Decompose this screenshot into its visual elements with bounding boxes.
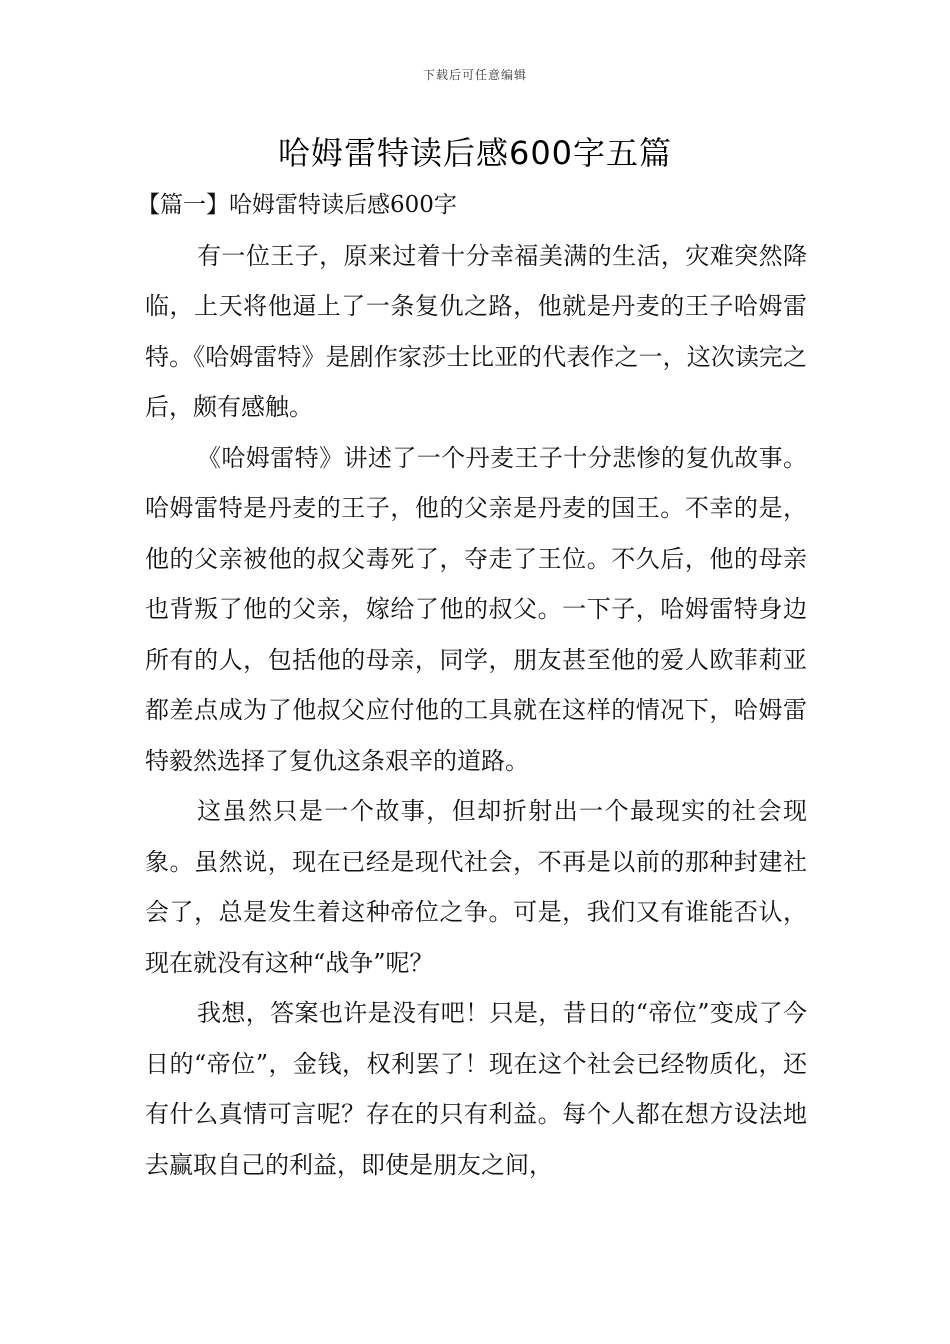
section-heading: 【篇一】哈姆雷特读后感600字 bbox=[137, 192, 457, 218]
paragraph: 有一位王子，原来过着十分幸福美满的生活，灾难突然降临，上天将他逼上了一条复仇之路，他就是丹麦的王子哈姆雷特。《哈姆雷特》是剧作家莎士比亚的代表作之一，这次读完之后，颇有感触。 bbox=[145, 241, 807, 421]
document-title: 哈姆雷特读后感600字五篇 bbox=[277, 134, 673, 172]
header-note: 下载后可任意编辑 bbox=[422, 68, 527, 82]
paragraph: 我想，答案也许是没有吧！只是，昔日的“帝位”变成了今日的“帝位”，金钱，权利罢了！现在这个社会已经物质化，还有什么真情可言呢？存在的只有利益。每个人都在想方设法地去赢取自己的利益，即使是朋友之间， bbox=[145, 999, 807, 1179]
paragraph: 《哈姆雷特》讲述了一个丹麦王子十分悲惨的复仇故事。哈姆雷特是丹麦的王子，他的父亲是丹麦的国王。不幸的是，他的父亲被他的叔父毒死了，夺走了王位。不久后，他的母亲也背叛了他的父亲，嫁给了他的叔父。一下子，哈姆雷特身边所有的人，包括他的母亲，同学，朋友甚至他的爱人欧菲莉亚都差点成为了他叔父应付他的工具就在这样的情况下，哈姆雷特毅然选择了复仇这条艰辛的道路。 bbox=[145, 443, 807, 775]
document-body bbox=[137, 180, 807, 1190]
paragraph: 这虽然只是一个故事，但却折射出一个最现实的社会现象。虽然说，现在已经是现代社会，不再是以前的那种封建社会了，总是发生着这种帝位之争。可是，我们又有谁能否认，现在就没有这种“战争”呢？ bbox=[145, 797, 807, 977]
